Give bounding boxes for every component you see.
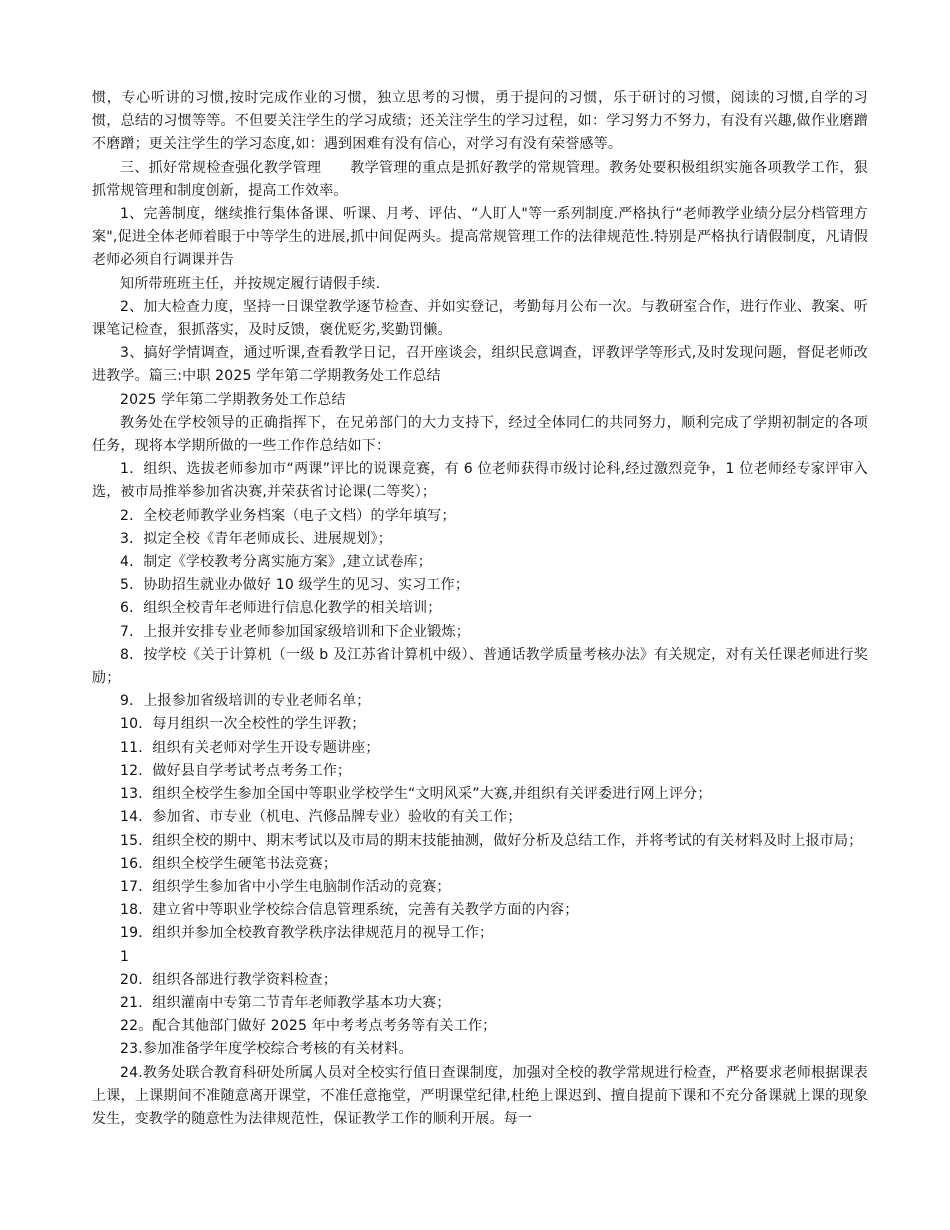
- list-item: 11．组织有关老师对学生开设专题讲座；: [120, 739, 380, 756]
- list-item: 22。配合其他部门做好 2025 年中考考点考务等有关工作；: [120, 1018, 497, 1035]
- list-item: 23.参加准备学年度学校综合考核的有关材料。: [120, 1041, 413, 1058]
- document-page: [92, 87, 868, 1131]
- list-item: 4．制定《学校教考分离实施方案》,建立试卷库；: [120, 554, 432, 571]
- page-number: 1: [120, 948, 130, 965]
- list-item: 14．参加省、市专业（机电、汽修品牌专业）验收的有关工作；: [120, 809, 522, 826]
- paragraph: 2、加大检查力度，坚持一日课堂教学逐节检查、并如实登记，考勤每月公布一次。与教研室合作，进行作业、教案、听课笔记检查，狠抓落实，及时反馈，褒优贬劣,奖勤罚懒。: [92, 298, 868, 339]
- section-heading: 2025 学年第二学期教务处工作总结: [120, 391, 346, 408]
- list-item: 17．组织学生参加省中小学生电脑制作活动的竞赛；: [120, 878, 451, 895]
- list-item: 8．按学校《关于计算机（一级 b 及江苏省计算机中级）、普通话教学质量考核办法》有关规定，对有关任课老师进行奖励；: [92, 646, 868, 687]
- paragraph: 知所带班班主任，并按规定履行请假手续.: [120, 275, 381, 292]
- list-item: 15．组织全校的期中、期末考试以及市局的期末技能抽测，做好分析及总结工作，并将考试的有关材料及时上报市局；: [120, 832, 863, 849]
- paragraph: 教务处在学校领导的正确指挥下，在兄弟部门的大力支持下，经过全体同仁的共同努力，顺利完成了学期初制定的各项任务，现将本学期所做的一些工作作总结如下：: [92, 414, 868, 455]
- list-item: 13．组织全校学生参加全国中等职业学校学生“文明风采”大赛,并组织有关评委进行网上评分；: [120, 786, 712, 803]
- list-item: 1．组织、选拔老师参加市“两课”评比的说课竞赛，有 6 位老师获得市级讨论科,经过激烈竞争，1 位老师经专家评审入选，被市局推举参加省决赛,并荣获省讨论课(二等奖）；: [92, 461, 868, 501]
- paragraph: 惯，专心听讲的习惯,按时完成作业的习惯，独立思考的习惯，勇于提问的习惯，乐于研讨的习惯，阅读的习惯,自学的习惯，总结的习惯等等。不但要关注学生的学习成绩；还关注学生的学习过程，如：学习努力不努力，有没有兴趣,做作业磨蹭不磨蹭；更关注学生的学习态度,如：遇到困难有没有信心，对学习有没有荣誉感等。: [92, 90, 868, 153]
- list-item: 5．协助招生就业办做好 10 级学生的见习、实习工作；: [120, 577, 470, 594]
- paragraph: 1、完善制度，继续推行集体备课、听课、月考、评估、“人盯人"等一系列制度.严格执行“老师教学业绩分层分档管理方案",促进全体老师着眼于中等学生的进展,抓中间促两头。提高常规管理工作的法律规范性.特别是严格执行请假制度，凡请假老师必须自行调课并告: [92, 206, 868, 269]
- list-item: 7．上报并安排专业老师参加国家级培训和下企业锻炼；: [120, 623, 470, 640]
- list-item: 12．做好县自学考试考点考务工作；: [120, 762, 352, 779]
- list-item: 19．组织并参加全校教育教学秩序法律规范月的视导工作；: [120, 925, 494, 942]
- paragraph: 三、抓好常规检查强化教学管理 教学管理的重点是抓好教学的常规管理。教务处要积极组织实施各项教学工作，狠抓常规管理和制度创新，提高工作效率。: [92, 159, 868, 199]
- list-item: 6．组织全校青年老师进行信息化教学的相关培训；: [120, 600, 442, 617]
- list-item: 24.教务处联合教育科研处所属人员对全校实行值日查课制度，加强对全校的教学常规进行检查，严格要求老师根据课表上课，上课期间不准随意离开课堂，不准任意拖堂，严明课堂纪律,杜绝上课迟到、擅自提前下课和不充分备课就上课的现象发生，变教学的随意性为法律规范性，保证教学工作的顺利开展。每一: [92, 1064, 868, 1127]
- list-item: 21．组织灌南中专第二节青年老师教学基本功大赛；: [120, 994, 451, 1011]
- list-item: 18．建立省中等职业学校综合信息管理系统，完善有关教学方面的内容；: [120, 902, 579, 919]
- list-item: 16．组织全校学生硬笔书法竞赛；: [120, 855, 338, 872]
- list-item: 2．全校老师教学业务档案（电子文档）的学年填写；: [120, 507, 456, 524]
- list-item: 10．每月组织一次全校性的学生评教；: [120, 716, 366, 733]
- list-item: 9．上报参加省级培训的专业老师名单；: [120, 693, 371, 710]
- paragraph: 3、搞好学情调查，通过听课,查看教学日记，召开座谈会，组织民意调查，评教评学等形式,及时发现问题，督促老师改进教学。篇三:中职 2025 学年第二学期教务处工作总结: [92, 345, 868, 385]
- list-item: 20．组织各部进行教学资料检查；: [120, 971, 338, 988]
- list-item: 3．拟定全校《青年老师成长、进展规划》；: [120, 530, 392, 547]
